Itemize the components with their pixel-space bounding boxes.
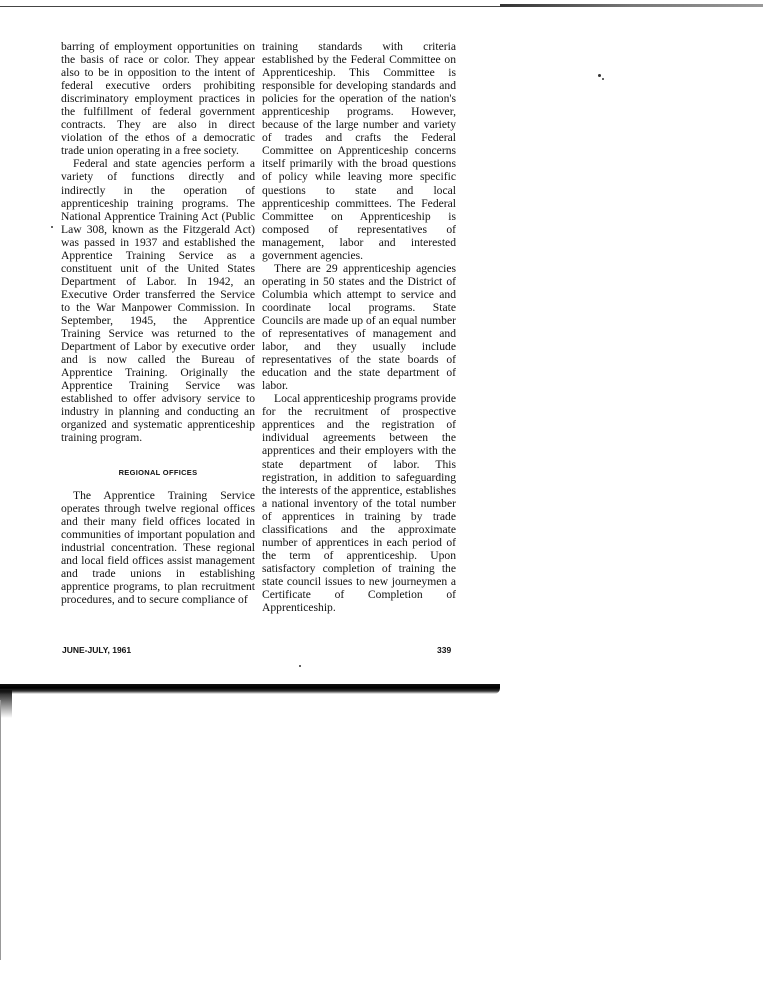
article-column-right bbox=[262, 40, 456, 614]
scan-speck bbox=[51, 226, 53, 228]
scan-edge-top-shadow bbox=[500, 4, 763, 7]
paragraph: training standards with criteria established by the Federal Committee on Apprenticeship. This Committee is responsible for developing standards and policies for the operation of the nation's apprenticeship programs. However, because of the large number and variety of trades and crafts the Federal Committee on Apprenticeship concerns itself primarily with the broad questions of policy while leaving more specific questions to state and local apprenticeship committees. The Federal Committee on Apprenticeship is composed of representatives of management, labor and interested government agencies. bbox=[262, 40, 456, 262]
scan-speck bbox=[598, 74, 601, 77]
paragraph: barring of employment opportunities on the basis of race or color. They appear also to be in opposition to the intent of federal executive orders prohibiting discriminatory employment practices in the fulfillment of federal government contracts. They are also in direct violation of the ethos of a democratic trade union operating in a free society. bbox=[61, 40, 255, 158]
scan-edge-left bbox=[0, 700, 1, 960]
scan-speck bbox=[299, 665, 301, 667]
scan-artifact-bar-tip bbox=[0, 690, 12, 718]
article-column-left bbox=[61, 40, 255, 606]
paragraph: Federal and state agencies perform a variety of functions directly and indirectly in the operation of apprenticeship training programs. The National Apprentice Training Act (Public Law 308, known as the Fitzgerald Act) was passed in 1937 and established the Apprentice Training Service as a constituent unit of the United States Department of Labor. In 1942, an Executive Order transferred the Service to the War Manpower Commission. In September, 1945, the Apprentice Training Service was returned to the Department of Labor by executive order and is now called the Bureau of Apprentice Training. Originally the Apprentice Training Service was established to offer advisory service to industry in planning and conducting an organized and systematic apprenticeship training program. bbox=[61, 157, 255, 445]
paragraph: The Apprentice Training Service operates through twelve regional offices and their many field offices located in communities of important population and industrial concentration. These regional and local field offices assist management and trade unions in establishing apprentice programs, to plan recruitment procedures, and to secure compliance of bbox=[61, 488, 255, 606]
scan-artifact-bar bbox=[0, 684, 500, 694]
page-number: 339 bbox=[437, 645, 452, 655]
scan-speck bbox=[602, 78, 604, 80]
section-heading: REGIONAL OFFICES bbox=[118, 468, 198, 478]
footer-date: JUNE-JULY, 1961 bbox=[62, 645, 132, 655]
paragraph: Local apprenticeship programs provide for the recruitment of prospective apprentices and the registration of individual agreements between the apprentices and their employers with the state department of labor. This registration, in addition to safeguarding the interests of the apprentice, establishes a national inventory of the total number of apprentices in training by trade classifications and the approximate number of apprentices in each period of the term of apprenticeship. Upon satisfactory completion of training the state council issues to new journeymen a Certificate of Completion of Apprenticeship. bbox=[262, 392, 456, 615]
paragraph: There are 29 apprenticeship agencies operating in 50 states and the District of Columbia which attempt to service and coordinate local programs. State Councils are made up of an equal number of representatives of management and labor, and they usually include representatives of the state boards of education and the state department of labor. bbox=[262, 261, 456, 393]
